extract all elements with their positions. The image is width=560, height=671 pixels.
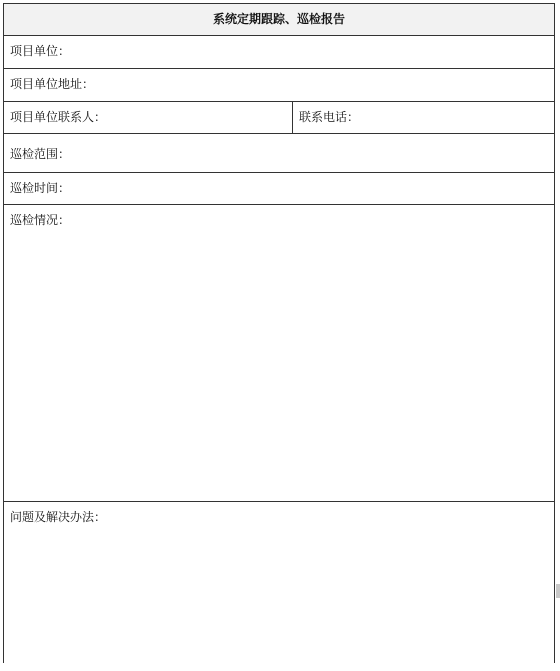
contact-phone-cell[interactable] (293, 102, 554, 133)
project-address-row[interactable] (4, 68, 554, 101)
report-form (3, 3, 555, 663)
project-address-label: 项目单位地址： (10, 77, 95, 91)
contact-phone-label: 联系电话： (299, 110, 360, 124)
inspection-status-label: 巡检情况： (10, 213, 71, 227)
project-unit-label: 项目单位： (10, 44, 71, 58)
contact-person-label: 项目单位联系人： (10, 110, 107, 124)
inspection-time-label: 巡检时间： (10, 181, 71, 195)
issues-solutions-row[interactable] (4, 501, 554, 671)
inspection-scope-row[interactable] (4, 133, 554, 172)
scrollbar-thumb[interactable] (556, 584, 560, 598)
report-title: 系统定期跟踪、巡检报告 (212, 12, 345, 26)
inspection-time-row[interactable] (4, 172, 554, 204)
contact-person-cell[interactable] (4, 102, 293, 133)
project-unit-row[interactable] (4, 35, 554, 68)
issues-solutions-label: 问题及解决办法： (10, 510, 107, 524)
inspection-status-row[interactable] (4, 204, 554, 501)
inspection-scope-label: 巡检范围： (10, 147, 71, 161)
report-title-row (4, 4, 554, 35)
contact-row (4, 101, 554, 133)
